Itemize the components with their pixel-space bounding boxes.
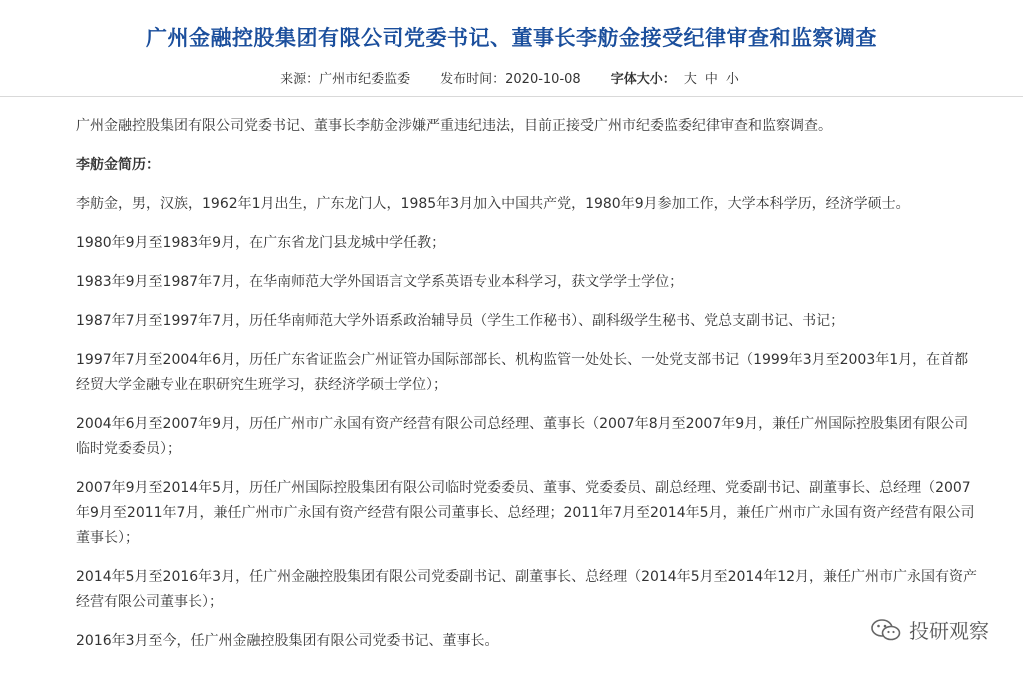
font-size-large-button[interactable]: 大 [683, 72, 697, 87]
date-label: 发布时间：2020-10-08 [440, 72, 581, 87]
font-size-medium-button[interactable]: 中 [704, 72, 718, 87]
page-title: 广州金融控股集团有限公司党委书记、董事长李舫金接受纪律审查和监察调查 [146, 26, 877, 50]
career-item: 2014年5月至2016年3月，任广州金融控股集团有限公司党委副书记、副董事长、总经理（2014年5月至2014年12月，兼任广州市广永国有资产经营有限公司董事长）； [76, 569, 978, 610]
career-item: 1997年7月至2004年6月，历任广东省证监会广州证管办国际部部长、机构监管一处处长、一处党支部书记（1999年3月至2003年1月，在首都经贸大学金融专业在职研究生班学习，获经济学硕士学位）； [76, 352, 969, 393]
career-item: 1987年7月至1997年7月，历任华南师范大学外语系政治辅导员（学生工作秘书）、副科级学生秘书、党总支副书记、书记； [76, 313, 845, 329]
career-item: 2007年9月至2014年5月，历任广州国际控股集团有限公司临时党委委员、董事、党委委员、副总经理、党委副书记、副董事长、总经理（2007年9月至2011年7月，兼任广州市广永国有资产经营有限公司董事长、总经理；2011年7月至2014年5月，兼任广州市广永国有资产经营有限公司董事长）； [76, 480, 975, 546]
career-item: 2004年6月至2007年9月，历任广州市广永国有资产经营有限公司总经理、董事长（2007年8月至2007年9月，兼任广州国际控股集团有限公司临时党委委员）； [76, 416, 969, 457]
wechat-icon [871, 618, 901, 642]
header-divider [0, 96, 1023, 97]
font-size-small-button[interactable]: 小 [725, 72, 739, 87]
source-label: 来源：广州市纪委监委 [280, 72, 411, 87]
paragraph-profile: 李舫金，男，汉族，1962年1月出生，广东龙门人，1985年3月加入中国共产党，1980年9月参加工作，大学本科学历，经济学硕士。 [76, 196, 910, 212]
bio-heading: 李舫金简历： [76, 157, 160, 173]
career-item: 1983年9月至1987年7月，在华南师范大学外国语言文学系英语专业本科学习，获文学学士学位； [76, 274, 684, 290]
article-body [76, 114, 980, 668]
watermark-text: 投研观察 [909, 619, 989, 643]
career-item: 2016年3月至今，任广州金融控股集团有限公司党委书记、董事长。 [76, 633, 499, 649]
paragraph-intro: 广州金融控股集团有限公司党委书记、董事长李舫金涉嫌严重违纪违法，目前正接受广州市纪委监委纪律审查和监察调查。 [76, 118, 832, 134]
watermark [871, 615, 989, 644]
article-meta [0, 68, 1023, 87]
career-item: 1980年9月至1983年9月，在广东省龙门县龙城中学任教； [76, 235, 446, 251]
font-size-label: 字体大小： [610, 72, 676, 87]
